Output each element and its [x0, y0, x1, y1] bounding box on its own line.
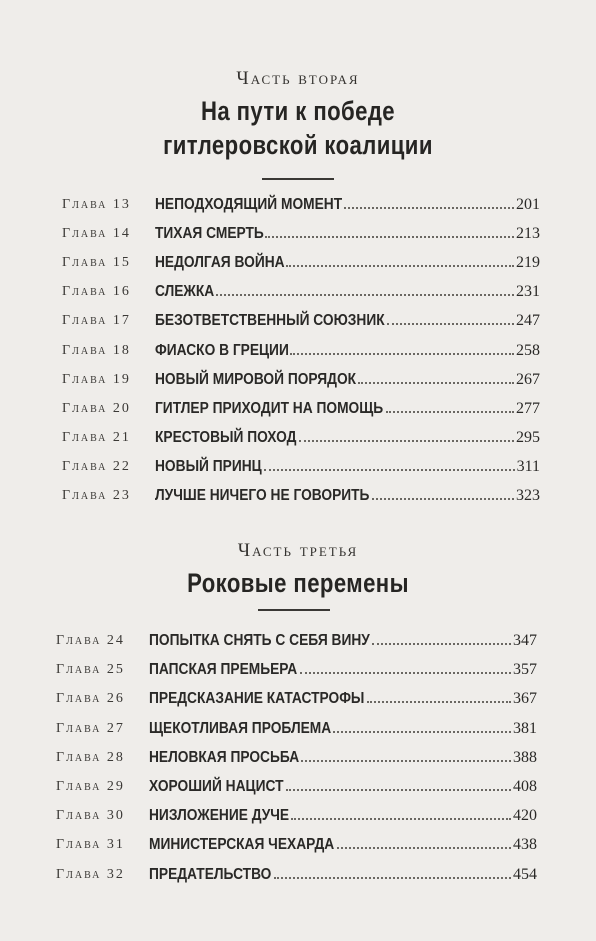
page-number: 420	[513, 807, 537, 825]
chapter-number: Глава 15	[62, 255, 131, 271]
chapter-title: НОВЫЙ ПРИНЦ	[155, 457, 262, 475]
toc-entry	[0, 804, 596, 830]
chapter-number: Глава 29	[56, 779, 125, 794]
toc-entry	[0, 746, 596, 772]
chapter-number: Глава 24	[56, 633, 125, 648]
chapter-number: Глава 27	[56, 720, 125, 736]
chapter-title: ГИТЛЕР ПРИХОДИТ НА ПОМОЩЬ	[155, 399, 384, 417]
dot-leader	[286, 775, 511, 791]
dot-leader	[301, 746, 511, 762]
chapter-title: СЛЕЖКА	[155, 283, 215, 301]
dot-leader	[265, 222, 514, 238]
chapter-number: Глава 25	[56, 662, 125, 678]
dot-leader	[387, 309, 514, 325]
page-number: 219	[516, 254, 540, 272]
page-number: 408	[513, 778, 537, 795]
page-number: 231	[516, 283, 540, 301]
chapter-number: Глава 23	[62, 488, 131, 503]
dot-leader	[290, 339, 514, 355]
chapter-number: Глава 31	[56, 837, 125, 853]
chapter-number: Глава 22	[62, 458, 131, 474]
chapter-title: ПРЕДАТЕЛЬСТВО	[149, 865, 272, 883]
dot-leader	[337, 833, 511, 849]
dot-leader	[264, 455, 515, 471]
toc-entry	[0, 309, 596, 335]
page-number: 277	[516, 399, 540, 417]
page-number: 357	[513, 661, 537, 679]
dot-leader	[372, 629, 511, 645]
page-number: 201	[516, 196, 540, 213]
part-three-divider	[258, 609, 330, 611]
toc-entry	[0, 717, 596, 743]
dot-leader	[300, 658, 511, 674]
toc-entry	[0, 455, 596, 481]
dot-leader	[344, 193, 514, 209]
part-two-title-line-2: гитлеровской коалиции	[163, 130, 433, 160]
chapter-number: Глава 18	[62, 342, 131, 358]
chapter-number: Глава 28	[56, 749, 125, 765]
page-number: 295	[516, 428, 540, 446]
page-number: 258	[516, 341, 540, 359]
dot-leader	[372, 484, 514, 500]
toc-entry	[0, 339, 596, 365]
part-three-title: Роковые перемены	[187, 568, 409, 598]
page-number: 367	[513, 690, 537, 708]
toc-entry	[0, 484, 596, 510]
chapter-title: ХОРОШИЙ НАЦИСТ	[149, 778, 284, 795]
dot-leader	[358, 368, 514, 384]
toc-entry	[0, 368, 596, 394]
dot-leader	[216, 280, 514, 296]
chapter-title: БЕЗОТВЕТСТВЕННЫЙ СОЮЗНИК	[155, 312, 385, 330]
page-number: 438	[513, 836, 537, 854]
page-number: 311	[516, 457, 540, 475]
toc-entry	[0, 397, 596, 423]
page-number: 388	[513, 748, 537, 766]
part-three-label: Часть третья	[237, 540, 359, 561]
chapter-number: Глава 21	[62, 429, 131, 445]
toc-entry	[0, 426, 596, 452]
chapter-title: НОВЫЙ МИРОВОЙ ПОРЯДОК	[155, 370, 357, 388]
chapter-title: НИЗЛОЖЕНИЕ ДУЧЕ	[149, 807, 290, 825]
page-number: 381	[513, 719, 537, 737]
page-number: 323	[516, 487, 540, 504]
chapter-number: Глава 17	[62, 313, 131, 329]
chapter-number: Глава 26	[56, 691, 125, 707]
chapter-number: Глава 16	[62, 284, 131, 300]
dot-leader	[291, 804, 511, 820]
page-number: 454	[513, 865, 537, 883]
dot-leader	[367, 687, 511, 703]
chapter-title: ЩЕКОТЛИВАЯ ПРОБЛЕМА	[149, 719, 332, 737]
toc-entry	[0, 687, 596, 713]
page-number: 247	[516, 312, 540, 330]
chapter-title: НЕЛОВКАЯ ПРОСЬБА	[149, 748, 300, 766]
chapter-title: ПРЕДСКАЗАНИЕ КАТАСТРОФЫ	[149, 690, 365, 708]
dot-leader	[299, 426, 514, 442]
chapter-title: ЛУЧШЕ НИЧЕГО НЕ ГОВОРИТЬ	[155, 487, 370, 504]
chapter-number: Глава 13	[62, 197, 131, 212]
toc-entry	[0, 833, 596, 859]
chapter-title: КРЕСТОВЫЙ ПОХОД	[155, 428, 297, 446]
dot-leader	[386, 397, 514, 413]
chapter-number: Глава 20	[62, 400, 131, 416]
dot-leader	[333, 717, 511, 733]
toc-entry	[0, 251, 596, 277]
chapter-title: ТИХАЯ СМЕРТЬ	[155, 225, 264, 243]
page-number: 347	[513, 632, 537, 649]
chapter-number: Глава 32	[56, 866, 125, 882]
dot-leader	[286, 251, 514, 267]
chapter-title: ПОПЫТКА СНЯТЬ С СЕБЯ ВИНУ	[149, 632, 370, 649]
page-number: 267	[516, 370, 540, 388]
dot-leader	[274, 863, 511, 879]
chapter-title: ФИАСКО В ГРЕЦИИ	[155, 341, 289, 359]
toc-entry	[0, 658, 596, 684]
part-two-title-line-1: На пути к победе	[200, 96, 396, 126]
page-number: 213	[516, 225, 540, 243]
toc-entry	[0, 629, 596, 655]
chapter-title: НЕПОДХОДЯЩИЙ МОМЕНТ	[155, 196, 343, 213]
part-two-label: Часть вторая	[236, 68, 360, 89]
chapter-number: Глава 30	[56, 808, 125, 824]
toc-entry	[0, 775, 596, 801]
chapter-title: МИНИСТЕРСКАЯ ЧЕХАРДА	[149, 836, 335, 854]
chapter-number: Глава 14	[62, 226, 131, 242]
toc-entry	[0, 280, 596, 306]
chapter-number: Глава 19	[62, 371, 131, 387]
toc-entry	[0, 863, 596, 889]
toc-entry	[0, 193, 596, 219]
toc-entry	[0, 222, 596, 248]
part-two-divider	[262, 178, 334, 180]
chapter-title: ПАПСКАЯ ПРЕМЬЕРА	[149, 661, 298, 679]
chapter-title: НЕДОЛГАЯ ВОЙНА	[155, 254, 285, 272]
